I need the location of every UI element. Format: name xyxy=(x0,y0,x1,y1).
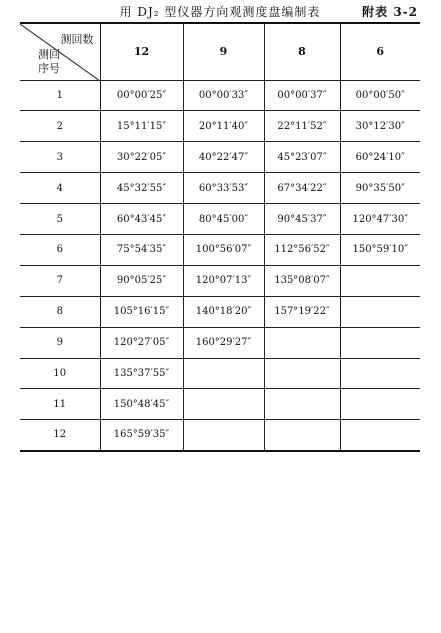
round-sequence-cell: 1 xyxy=(20,80,100,111)
reading-cell xyxy=(340,358,420,389)
reading-cell: 150°48′45″ xyxy=(100,389,183,420)
title-row xyxy=(20,0,420,22)
round-sequence-cell: 6 xyxy=(20,234,100,265)
reading-cell: 135°08′07″ xyxy=(264,265,340,296)
reading-cell: 67°34′22″ xyxy=(264,173,340,204)
reading-cell: 60°43′45″ xyxy=(100,204,183,235)
reading-cell: 135°37′55″ xyxy=(100,358,183,389)
reading-cell xyxy=(340,327,420,358)
round-sequence-cell: 4 xyxy=(20,173,100,204)
column-header-12: 12 xyxy=(100,23,183,80)
reading-cell xyxy=(340,296,420,327)
column-header-8: 8 xyxy=(264,23,340,80)
reading-cell: 45°23′07″ xyxy=(264,142,340,173)
reading-cell: 00°00′25″ xyxy=(100,80,183,111)
table-row xyxy=(20,358,420,389)
circle-setting-table xyxy=(20,22,420,452)
round-sequence-cell: 12 xyxy=(20,420,100,451)
reading-cell: 157°19′22″ xyxy=(264,296,340,327)
reading-cell: 160°29′27″ xyxy=(183,327,264,358)
reading-cell: 15°11′15″ xyxy=(100,111,183,142)
reading-cell: 60°33′53″ xyxy=(183,173,264,204)
reading-cell: 140°18′20″ xyxy=(183,296,264,327)
reading-cell xyxy=(183,358,264,389)
reading-cell: 45°32′55″ xyxy=(100,173,183,204)
reading-cell: 80°45′00″ xyxy=(183,204,264,235)
round-sequence-label-line1: 测回 xyxy=(38,48,60,61)
reading-cell: 112°56′52″ xyxy=(264,234,340,265)
rounds-count-label: 测回数 xyxy=(60,33,94,46)
reading-cell xyxy=(183,420,264,451)
table-row xyxy=(20,173,420,204)
appendix-number: 附表 3-2 xyxy=(362,5,418,19)
reading-cell: 165°59′35″ xyxy=(100,420,183,451)
table-row xyxy=(20,234,420,265)
reading-cell xyxy=(264,420,340,451)
reading-cell: 100°56′07″ xyxy=(183,234,264,265)
reading-cell: 90°05′25″ xyxy=(100,265,183,296)
reading-cell: 90°45′37″ xyxy=(264,204,340,235)
table-title: 用 DJ₂ 型仪器方向观测度盘编制表 xyxy=(119,5,321,19)
reading-cell xyxy=(264,327,340,358)
reading-cell: 90°35′50″ xyxy=(340,173,420,204)
column-header-6: 6 xyxy=(340,23,420,80)
table-row xyxy=(20,296,420,327)
reading-cell: 00°00′33″ xyxy=(183,80,264,111)
reading-cell: 40°22′47″ xyxy=(183,142,264,173)
table-row xyxy=(20,265,420,296)
table-row xyxy=(20,142,420,173)
table-row xyxy=(20,389,420,420)
reading-cell xyxy=(264,358,340,389)
reading-cell: 60°24′10″ xyxy=(340,142,420,173)
reading-cell xyxy=(340,420,420,451)
round-sequence-cell: 8 xyxy=(20,296,100,327)
reading-cell: 00°00′37″ xyxy=(264,80,340,111)
reading-cell xyxy=(183,389,264,420)
corner-header-cell xyxy=(20,23,100,80)
reading-cell: 30°22′05″ xyxy=(100,142,183,173)
reading-cell xyxy=(340,265,420,296)
reading-cell: 30°12′30″ xyxy=(340,111,420,142)
reading-cell: 120°47′30″ xyxy=(340,204,420,235)
round-sequence-cell: 10 xyxy=(20,358,100,389)
reading-cell: 22°11′52″ xyxy=(264,111,340,142)
round-sequence-label-line2: 序号 xyxy=(38,62,60,75)
reading-cell: 150°59′10″ xyxy=(340,234,420,265)
round-sequence-cell: 3 xyxy=(20,142,100,173)
column-header-9: 9 xyxy=(183,23,264,80)
round-sequence-cell: 5 xyxy=(20,204,100,235)
table-row xyxy=(20,111,420,142)
reading-cell: 00°00′50″ xyxy=(340,80,420,111)
reading-cell: 105°16′15″ xyxy=(100,296,183,327)
table-row xyxy=(20,420,420,451)
reading-cell: 75°54′35″ xyxy=(100,234,183,265)
round-sequence-label xyxy=(38,48,60,76)
table-row xyxy=(20,204,420,235)
round-sequence-cell: 7 xyxy=(20,265,100,296)
round-sequence-cell: 9 xyxy=(20,327,100,358)
header-row xyxy=(20,23,420,80)
reading-cell xyxy=(340,389,420,420)
reading-cell: 20°11′40″ xyxy=(183,111,264,142)
reading-cell xyxy=(264,389,340,420)
reading-cell: 120°27′05″ xyxy=(100,327,183,358)
table-row xyxy=(20,80,420,111)
round-sequence-cell: 2 xyxy=(20,111,100,142)
reading-cell: 120°07′13″ xyxy=(183,265,264,296)
table-row xyxy=(20,327,420,358)
round-sequence-cell: 11 xyxy=(20,389,100,420)
table-body xyxy=(20,80,420,451)
